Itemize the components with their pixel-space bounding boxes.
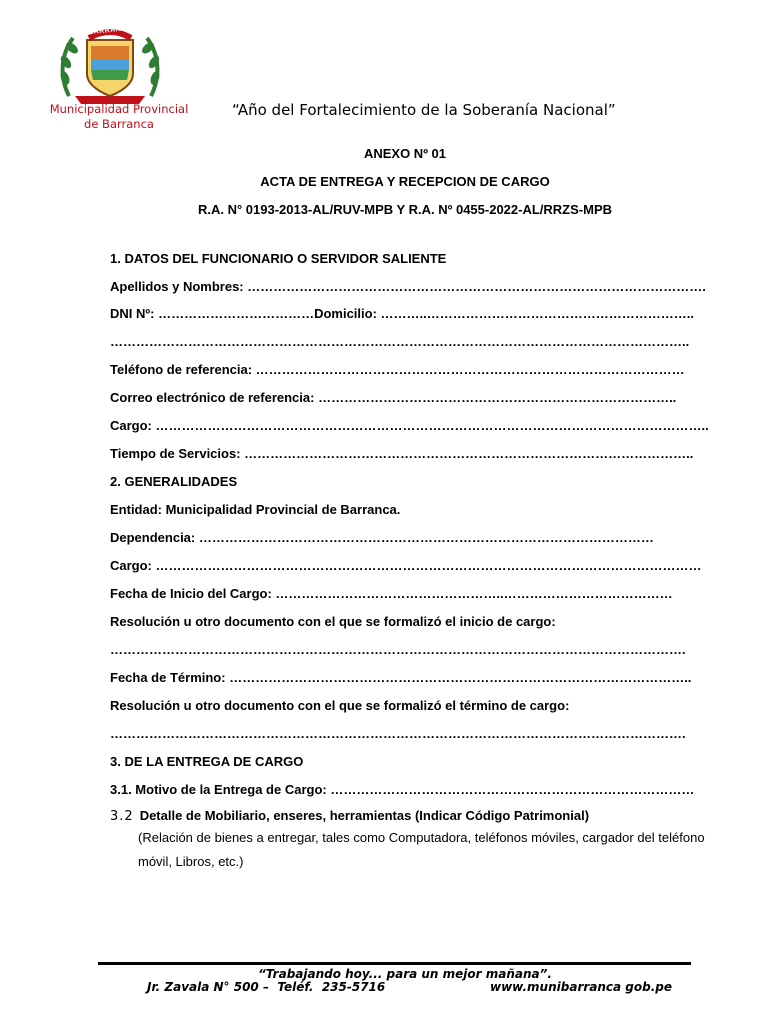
logo-banner-text: BARRANCA [87,24,133,37]
footer-address: Jr. Zavala N° 500 – Teléf. 235-5716 [147,980,386,994]
field-end-date: Fecha de Término: …………………………………………………………………………………………….. [110,670,692,685]
subsection-3-2-number: 3.2 [110,809,134,824]
field-blank-line-3: ……………………………………………………………………………………………………………………. [110,726,686,741]
field-position-2: Cargo: ……………………………………………………………………………………………………………… [110,558,702,573]
subsection-3-2 [110,808,589,824]
resolution-reference: R.A. N° 0193-2013-AL/RUV-MPB Y R.A. Nº 0455-2022-AL/RRZS-MPB [197,202,613,217]
footer-motto: “Trabajando hoy... para un mejor mañana”. [258,967,552,981]
field-names: Apellidos y Nombres: ……………………………………………………………………………………………. [110,279,706,294]
field-email: Correo electrónico de referencia: ……………………………………………………………………….. [110,390,677,405]
field-start-resolution: Resolución u otro documento con el que se formalizó el inicio de cargo: [110,614,556,629]
section-1-heading: 1. DATOS DEL FUNCIONARIO O SERVIDOR SALIENTE [110,251,447,266]
footer-divider [98,962,691,965]
section-2-heading: 2. GENERALIDADES [110,474,238,489]
field-entity: Entidad: Municipalidad Provincial de Barranca. [110,502,401,517]
section-3-heading: 3. DE LA ENTREGA DE CARGO [110,754,304,769]
field-blank-line-2: ……………………………………………………………………………………………………………………. [110,642,686,657]
subsection-3-2-title: Detalle de Mobiliario, enseres, herramientas (Indicar Código Patrimonial) [139,808,590,823]
year-motto: “Año del Fortalecimiento de la Soberanía Nacional” [232,101,616,119]
field-blank-line: …………………………………………………………………………………………………………………….. [110,334,690,349]
field-start-date: Fecha de Inicio del Cargo: ……………………………………………..………………………………… [110,586,673,601]
annex-title: ANEXO Nº 01 [363,146,447,161]
field-handover-reason: 3.1. Motivo de la Entrega de Cargo: ………………………………………………………………………… [110,782,695,797]
municipality-name: Municipalidad Provincial de Barranca [49,102,189,131]
field-end-resolution: Resolución u otro documento con el que se formalizó el término de cargo: [110,698,570,713]
footer-website: www.munibarranca gob.pe [490,980,673,994]
act-title: ACTA DE ENTREGA Y RECEPCION DE CARGO [260,174,550,189]
field-dependency: Dependencia: …………………………………………………………………………………………… [110,530,654,545]
municipal-coat-of-arms-logo [55,26,165,106]
field-phone: Teléfono de referencia: ……………………………………………………………………………………… [110,362,685,377]
field-position: Cargo: ……………………………………………………………………………………………………………….. [110,418,709,433]
field-service-time: Tiempo de Servicios: ………………………………………………………………………………………….. [110,446,694,461]
field-dni-address: DNI Nº: ………………………………Domicilio: ………..…………………………………………………….. [110,306,694,321]
subsection-3-2-note: (Relación de bienes a entregar, tales como Computadora, teléfonos móviles, cargador del teléfono móvil, Libros, etc.) [138,830,705,869]
